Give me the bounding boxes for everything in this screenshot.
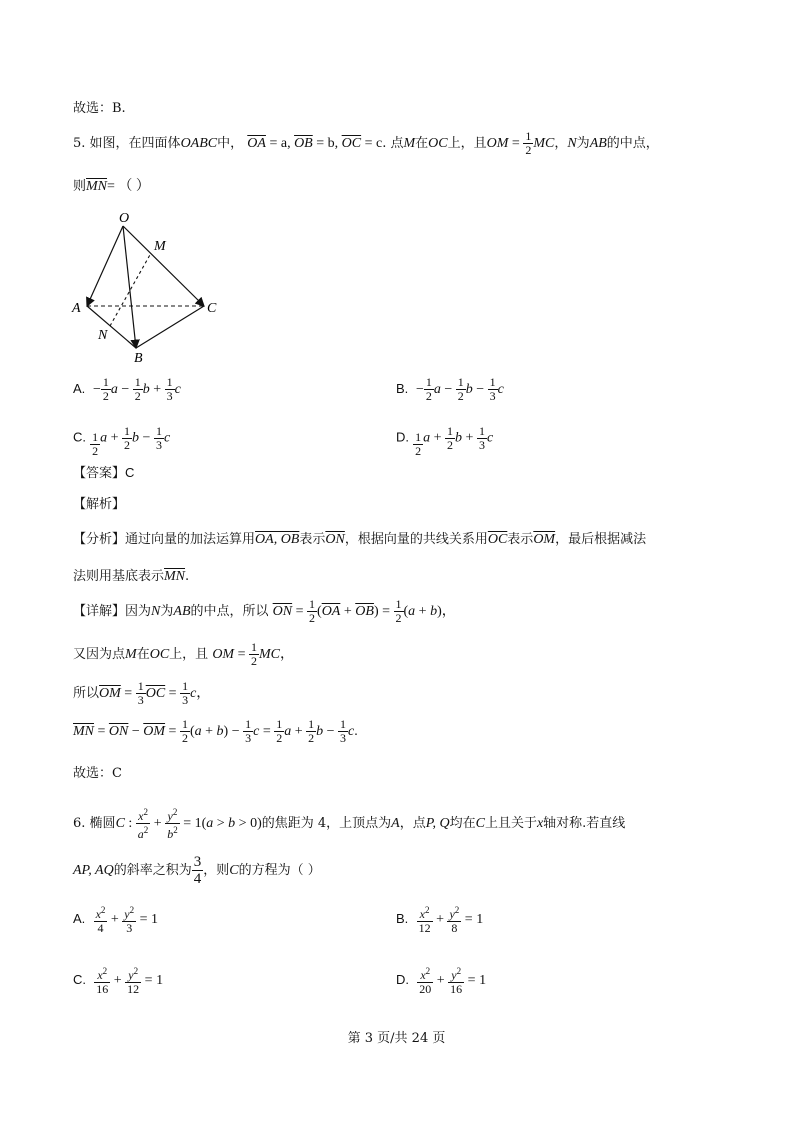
q5-xiangjie-line1: 【详解】因为N为AB的中点，所以 $\overline{ON}$ = $\frac{1}{2}$ $(\overline{OA} + \overline{OB})$ = $\frac{1}{2}$ (a + b)， xyxy=(73,597,456,625)
xj-text: 所以 xyxy=(73,686,100,701)
fenxi-tag: 【分析】 xyxy=(73,532,126,547)
label-b: B xyxy=(134,351,143,366)
q5-text: 为 xyxy=(576,136,590,151)
label-n: N xyxy=(98,328,108,343)
vec-mn: $\overline{MN}$ xyxy=(86,179,108,194)
q6-text: ，则 xyxy=(203,863,230,878)
q5-option-b: B. − $\frac{1}{2}$ a − $\frac{1}{2}$ b − $\frac{1}{3}$ c xyxy=(396,375,504,403)
option-c-label: C. xyxy=(73,429,86,445)
q6-number: 6. xyxy=(73,816,86,831)
q5-option-a: A. − $\frac{1}{2}$ a − $\frac{1}{2}$ b + $\frac{1}{3}$ c xyxy=(73,375,181,403)
page-footer: 第 3 页/共 24 页 xyxy=(347,1031,446,1046)
q5-stem-line1 xyxy=(73,130,659,157)
q5-text: 则 xyxy=(73,179,87,194)
q6-option-b: B. $\frac{x^2}{12}$ + $\frac{y^2}{8}$ = 1 xyxy=(396,905,484,935)
point-m: M xyxy=(125,647,137,662)
tetrahedron-figure xyxy=(70,208,230,366)
option-c-label: C. xyxy=(73,972,86,987)
q5-conclusion: 故选：C xyxy=(73,766,122,781)
q6-text: 椭圆 xyxy=(89,816,116,831)
xj-text: 因为 xyxy=(125,604,152,619)
q5-option-c: C. $\frac{1}{2}$ a + $\frac{1}{2}$ b − $\frac{1}{3}$ c xyxy=(73,423,171,458)
points-pq: P, Q xyxy=(425,816,450,831)
xj-text: 为 xyxy=(160,604,174,619)
point-n: N xyxy=(567,136,577,151)
label-m: M xyxy=(154,239,166,254)
q6-text: 的方程为（ ） xyxy=(238,863,321,878)
slope-product-fraction: $\frac{3}{4}$ xyxy=(193,854,202,887)
q6-stem-line1: 6. 椭圆C : $\frac{x^2}{a^2}$ + $\frac{y^2}{b^2}$ = 1(a > b > 0)的焦距为 4，上顶点为A，点P, Q均在C上且关于x轴对称.若直线 xyxy=(73,807,626,841)
edge-ab xyxy=(87,306,136,348)
q5-text: ， xyxy=(554,136,568,151)
lines-ap-aq: AP, AQ xyxy=(73,863,114,878)
point-m: M xyxy=(403,136,416,151)
q5-blank: = （ ） xyxy=(107,179,150,194)
q5-analysis-tag: 【解析】 xyxy=(73,497,126,512)
seg-oc: OC xyxy=(149,647,170,662)
q6-text: 均在 xyxy=(449,816,476,831)
eq-c: = c xyxy=(361,136,383,151)
option-b-label: B. xyxy=(396,911,409,926)
segment-mn xyxy=(110,253,151,326)
answer-value: C xyxy=(125,465,135,480)
label-a: A xyxy=(72,301,81,316)
previous-answer-line: 故选：B. xyxy=(73,101,126,116)
q5-number: 5. xyxy=(73,136,86,151)
xj-text: 又因为点 xyxy=(73,647,126,662)
edge-oa xyxy=(87,226,123,306)
fenxi-text: 表示 xyxy=(507,532,534,547)
q5-fenxi-line1 xyxy=(73,528,646,548)
vec-ob: $\overline{OB}$ xyxy=(294,136,313,151)
fenxi-text: 表示 xyxy=(299,532,326,547)
q5-xiangjie-line4: $\overline{MN} = \overline{ON} - \overline{OM}$ = $\frac{1}{2}$ (a + b) − $\frac{1}{3}$ c = $\frac{1}{2}$ a + $\frac{1}{2}$ b − $\frac{1}{3}$ c. xyxy=(73,717,358,745)
mc: MC xyxy=(533,136,555,151)
eq-a: = a, xyxy=(265,136,295,151)
edge-oc xyxy=(123,226,204,306)
fenxi-text: 法则用基底表示 xyxy=(73,569,165,584)
point-n: N xyxy=(151,604,161,619)
fenxi-text: ，根据向量的共线关系用 xyxy=(344,532,488,547)
q6-option-d: D. $\frac{x^2}{20}$ + $\frac{y^2}{16}$ = 1 xyxy=(396,966,487,996)
xj-text: 在 xyxy=(136,647,150,662)
vec-om: $\overline{OM}$ xyxy=(533,532,556,547)
q5-solid: OABC xyxy=(180,136,218,151)
half-fraction: $\frac{1}{2}$ xyxy=(525,129,532,157)
ab: AB xyxy=(589,136,607,151)
option-d-label: D. xyxy=(396,972,409,987)
fenxi-text: . xyxy=(185,569,190,584)
vec-oc: $\overline{OC}$ xyxy=(487,532,508,547)
option-b-label: B. xyxy=(396,381,409,396)
q6-stem-line2 xyxy=(73,854,321,887)
q5-stem-line2 xyxy=(73,175,150,195)
curve-c: C xyxy=(229,863,239,878)
label-o: O xyxy=(119,211,130,226)
answer-tag: 【答案】 xyxy=(73,466,126,481)
eq-b: = b, xyxy=(312,136,342,151)
q5-text: 中， xyxy=(217,136,244,151)
q6-text: 上且关于 xyxy=(484,816,537,831)
xj-text: 的中点，所以 xyxy=(190,604,269,619)
label-c: C xyxy=(207,301,217,316)
q6-text: 的焦距为 4，上顶点为 xyxy=(261,816,392,831)
vec-mn: $\overline{MN}$ xyxy=(164,569,186,584)
option-a-label: A. xyxy=(73,911,86,926)
q5-text: 在 xyxy=(415,136,429,151)
q5-option-d: D. $\frac{1}{2}$ a + $\frac{1}{2}$ b + $\frac{1}{3}$ c xyxy=(396,423,494,458)
point-a: A xyxy=(391,816,400,831)
q5-fenxi-line2 xyxy=(73,565,189,585)
q6-option-c: C. $\frac{x^2}{16}$ + $\frac{y^2}{12}$ = 1 xyxy=(73,966,164,996)
curve-c: C xyxy=(475,816,485,831)
xiangjie-tag: 【详解】 xyxy=(73,604,126,619)
q5-xiangjie-line2: 又因为点M在OC上，且 OM = $\frac{1}{2}$ MC， xyxy=(73,640,294,668)
q5-text: 上，且 xyxy=(447,136,487,151)
q6-text: 轴对称.若直线 xyxy=(543,816,626,831)
q6-text: 的斜率之积为 xyxy=(113,863,192,878)
q6-option-a: A. $\frac{x^2}{4}$ + $\frac{y^2}{3}$ = 1 xyxy=(73,905,159,935)
xj-text: 上，且 xyxy=(169,647,209,662)
q6-text: ，点 xyxy=(399,816,426,831)
seg-oc: OC xyxy=(428,136,448,151)
vec-on: $\overline{ON}$ xyxy=(325,532,345,547)
ab: AB xyxy=(173,604,191,619)
q5-text: . 点 xyxy=(382,136,404,151)
vec-oa: $\overline{OA}$ xyxy=(247,136,266,151)
option-a-label: A. xyxy=(73,381,86,396)
q5-xiangjie-line3: 所以$\overline{OM}$ = $\frac{1}{3}$ $\overline{OC}$ = $\frac{1}{3}$ c， xyxy=(73,679,211,707)
edge-ob xyxy=(123,226,136,348)
vec-oc: $\overline{OC}$ xyxy=(341,136,362,151)
vec-oa-ob: OA, OB xyxy=(255,532,300,547)
axis-x: x xyxy=(536,816,544,831)
eq: = xyxy=(508,136,524,151)
fenxi-text: 通过向量的加法运算用 xyxy=(125,532,256,547)
edge-bc xyxy=(136,306,204,348)
fenxi-text: ，最后根据减法 xyxy=(555,532,647,547)
q5-text: 如图，在四面体 xyxy=(89,136,181,151)
option-d-label: D. xyxy=(396,429,409,445)
om: OM xyxy=(486,136,509,151)
q5-text: 的中点， xyxy=(606,136,659,151)
q5-answer xyxy=(73,462,134,481)
